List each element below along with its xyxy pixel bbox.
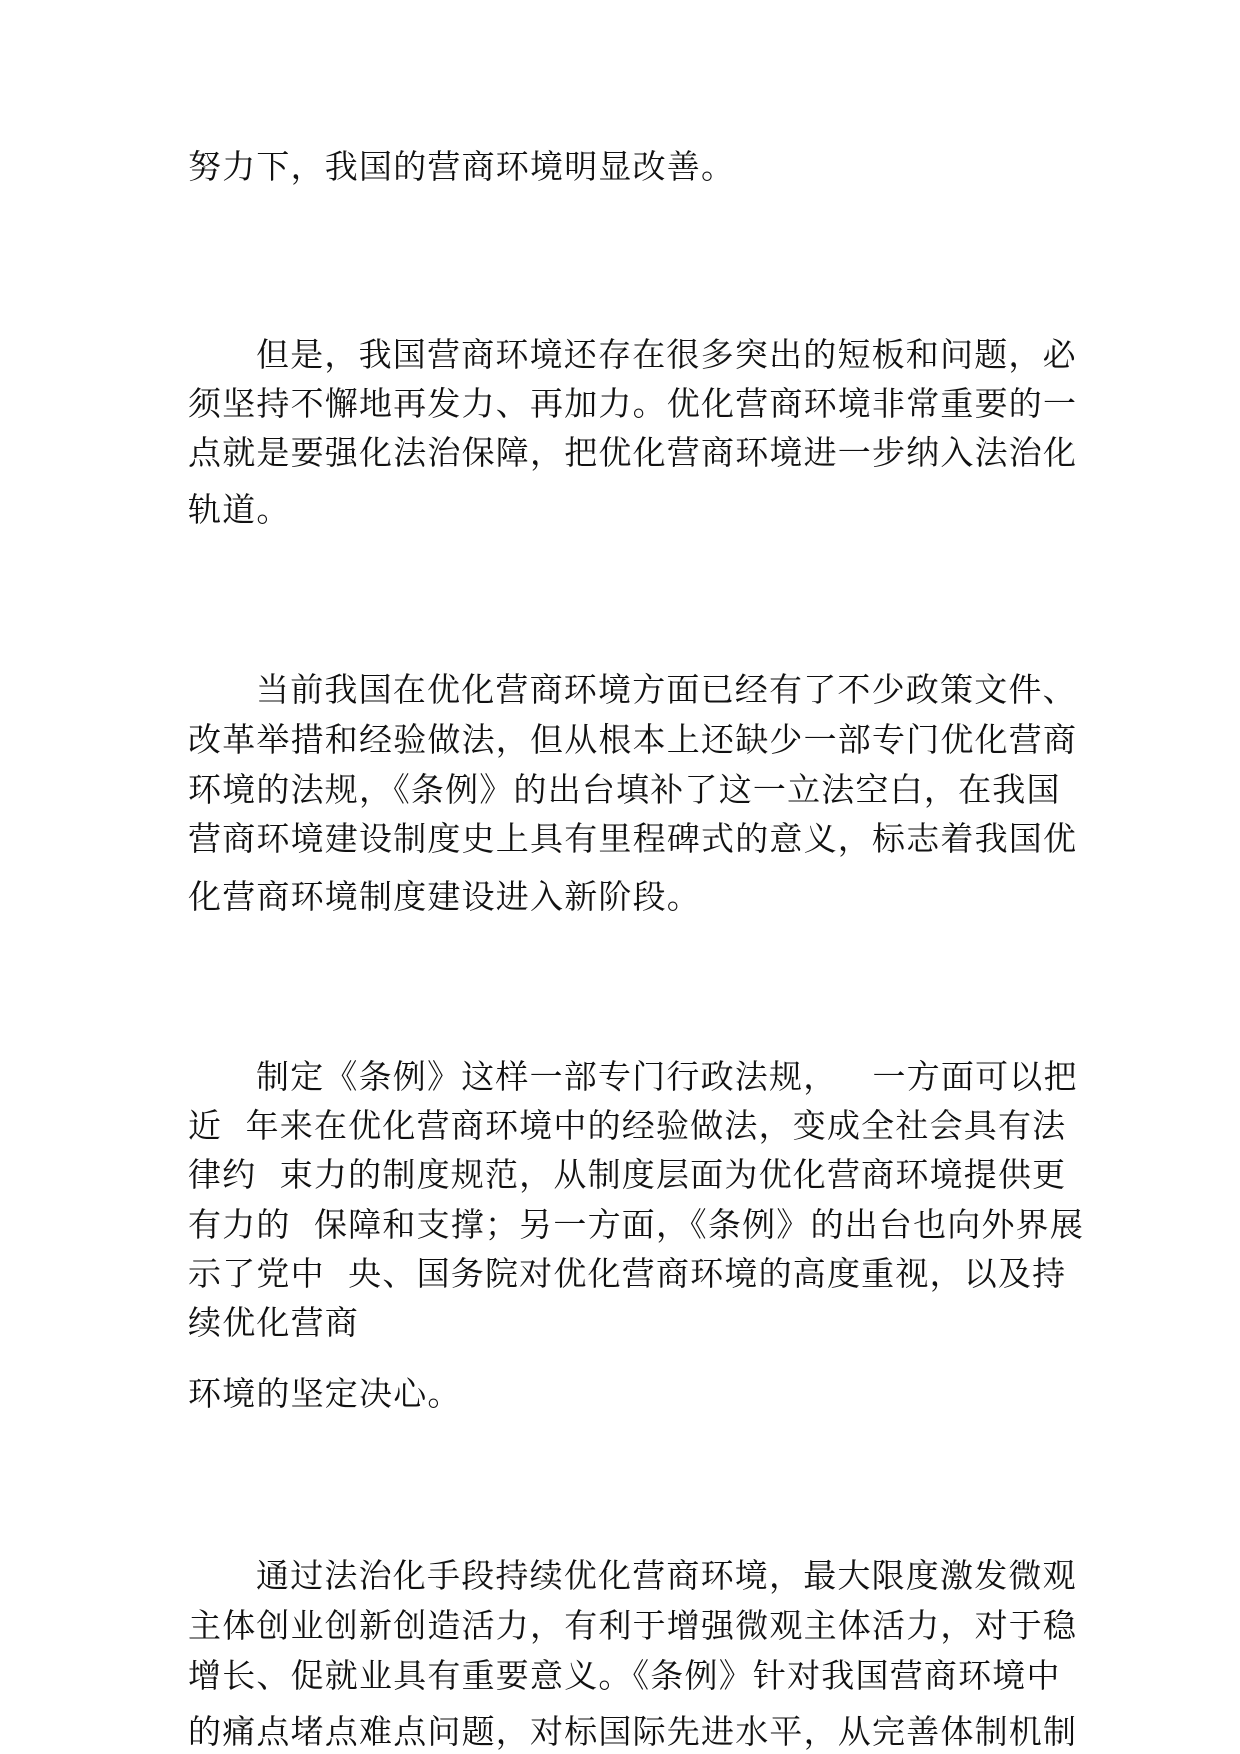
paragraph-3-line-3: 环境的法规，《条例》的出台填补了这一立法空白，在我国	[188, 770, 1061, 809]
paragraph-3-line-1: 当前我国在优化营商环境方面已经有了不少政策文件、	[256, 670, 1077, 709]
paragraph-3-line-5: 化营商环境制度建设进入新阶段。	[188, 877, 701, 916]
paragraph-4-line-4: 有力的 保障和支撑；另一方面，《条例》的出台也向外界展	[188, 1205, 1085, 1244]
paragraph-5-line-4: 的痛点堵点难点问题，对标国际先进水平，从完善体制机制	[188, 1712, 1078, 1751]
paragraph-4-line-6: 续优化营商	[188, 1303, 359, 1342]
paragraph-3-line-2: 改革举措和经验做法，但从根本上还缺少一部专门优化营商	[188, 720, 1078, 759]
paragraph-4-line-2: 近 年来在优化营商环境中的经验做法，变成全社会具有法	[188, 1106, 1067, 1145]
paragraph-5-line-3: 增长、促就业具有重要意义。《条例》针对我国营商环境中	[188, 1656, 1061, 1695]
paragraph-4-line-1: 制定《条例》这样一部专门行政法规， 一方面可以把	[256, 1057, 1078, 1096]
paragraph-4-line-3: 律约 束力的制度规范，从制度层面为优化营商环境提供更	[188, 1155, 1067, 1194]
paragraph-2-line-2: 须坚持不懈地再发力、再加力。优化营商环境非常重要的一	[188, 384, 1078, 423]
paragraph-2-line-1: 但是，我国营商环境还存在很多突出的短板和问题，必	[256, 335, 1077, 374]
paragraph-2-line-4: 轨道。	[188, 490, 291, 529]
paragraph-5-line-2: 主体创业创新创造活力，有利于增强微观主体活力，对于稳	[188, 1606, 1078, 1645]
paragraph-2-line-3: 点就是要强化法治保障，把优化营商环境进一步纳入法治化	[188, 433, 1078, 472]
paragraph-5-line-1: 通过法治化手段持续优化营商环境，最大限度激发微观	[256, 1556, 1077, 1595]
paragraph-3-line-4: 营商环境建设制度史上具有里程碑式的意义，标志着我国优	[188, 819, 1078, 858]
paragraph-1-line-1: 努力下，我国的营商环境明显改善。	[188, 147, 736, 186]
paragraph-4-line-7: 环境的坚定决心。	[188, 1374, 462, 1413]
paragraph-4-line-5: 示了党中 央、国务院对优化营商环境的高度重视，以及持	[188, 1254, 1067, 1293]
